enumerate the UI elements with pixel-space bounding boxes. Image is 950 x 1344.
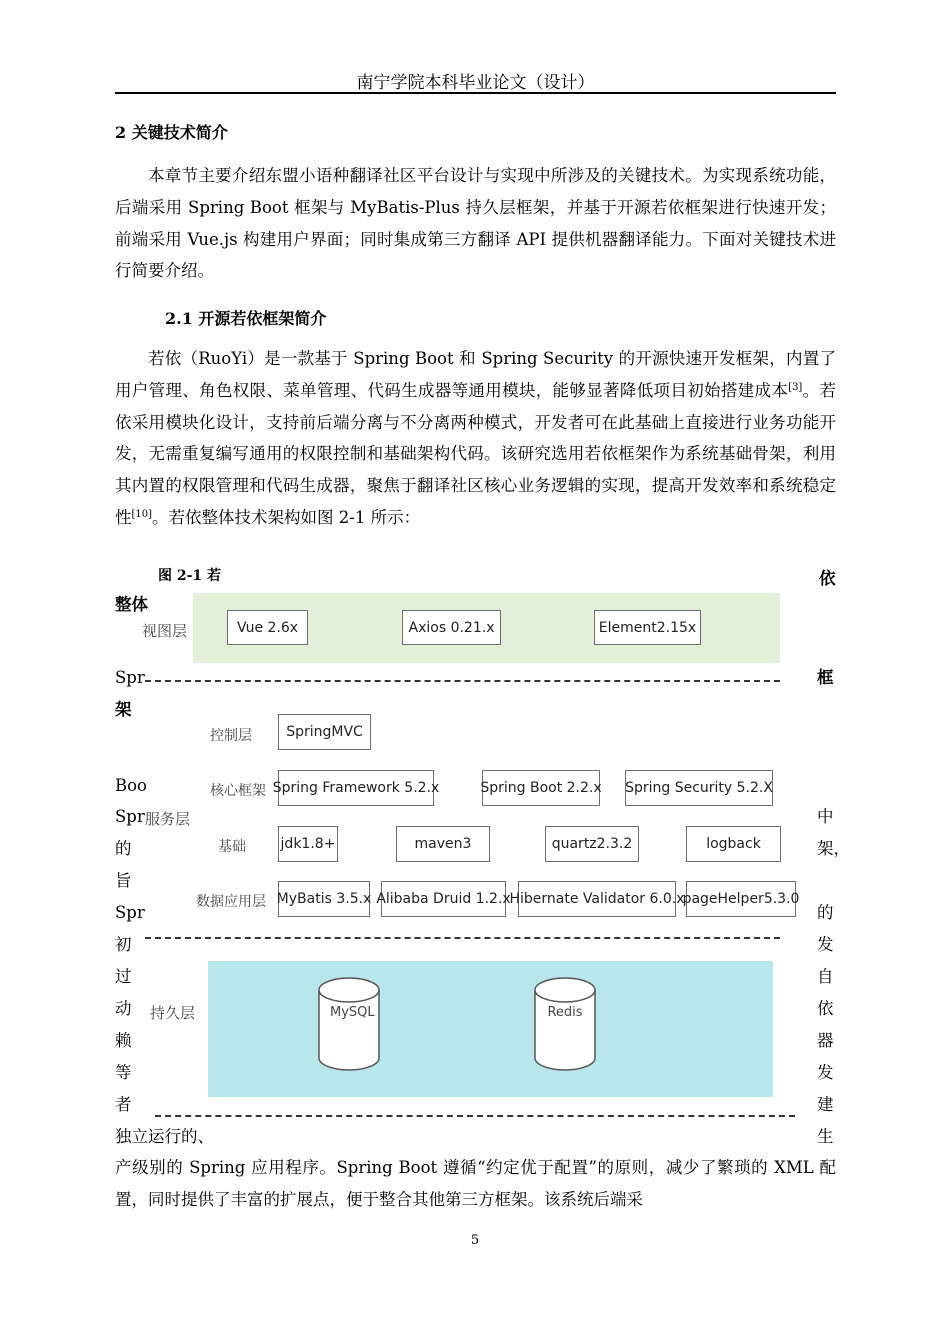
obscured-left-fragment: Spr xyxy=(115,668,145,687)
redis-label: Redis xyxy=(547,1005,583,1020)
mysql-label: MySQL xyxy=(330,1005,375,1020)
axios-box: Axios 0.21.x xyxy=(402,610,501,645)
obscured-right-fragment: 生 xyxy=(817,1127,834,1146)
header-rule xyxy=(115,92,836,94)
spring-security-box: Spring Security 5.2.X xyxy=(625,770,773,806)
obscured-right-fragment: 发 xyxy=(817,935,834,954)
citation-10: [10] xyxy=(131,508,153,520)
obscured-left-fragment: 旨 xyxy=(115,871,132,890)
obscured-right-fragment: 器 xyxy=(817,1031,834,1050)
spring-boot-box: Spring Boot 2.2.x xyxy=(482,770,600,806)
obscured-right-fragment: 依 xyxy=(819,569,836,588)
obscured-left-fragment: 的 xyxy=(115,839,132,858)
obscured-left-fragment: Spr xyxy=(115,903,145,922)
obscured-right-fragment: 依 xyxy=(817,999,834,1018)
obscured-right-fragment: 中 xyxy=(817,807,834,826)
vue-box: Vue 2.6x xyxy=(227,610,308,645)
layer-divider xyxy=(145,680,780,682)
base-label: 基础 xyxy=(218,839,246,855)
druid-box: Alibaba Druid 1.2.x xyxy=(381,881,506,917)
layer-divider xyxy=(155,1115,795,1117)
control-layer-label: 控制层 xyxy=(210,728,252,744)
obscured-left-fragment: 过 xyxy=(115,967,132,986)
architecture-diagram xyxy=(130,568,820,1133)
data-app-layer-label: 数据应用层 xyxy=(196,894,266,910)
obscured-right-fragment: 建 xyxy=(817,1095,834,1114)
mysql-database-icon xyxy=(317,976,381,1072)
obscured-left-fragment: Boo xyxy=(115,776,147,795)
hibernate-validator-box: Hibernate Validator 6.0.x xyxy=(518,881,676,917)
redis-database-icon xyxy=(533,976,597,1072)
obscured-left-fragment: 赖 xyxy=(115,1031,132,1050)
obscured-left-fragment: 等 xyxy=(115,1063,132,1082)
obscured-right-fragment: 自 xyxy=(817,967,834,986)
obscured-left-fragment: 整体 xyxy=(115,595,148,614)
spring-framework-box: Spring Framework 5.2.x xyxy=(278,770,434,806)
obscured-left-fragment: 者 xyxy=(115,1095,132,1114)
ruoyi-text-3: 。若依整体技术架构如图 2-1 所示： xyxy=(152,507,421,527)
obscured-left-fragment: 架 xyxy=(115,700,132,719)
element-box: Element2.15x xyxy=(594,610,701,645)
obscured-right-fragment: 框 xyxy=(817,668,834,687)
obscured-left-fragment: Spr xyxy=(115,807,145,826)
obscured-left-fragment: 独立运行的、 xyxy=(115,1127,214,1146)
citation-3: [3] xyxy=(788,381,803,393)
layer-divider xyxy=(145,937,780,939)
mybatis-box: MyBatis 3.5.x xyxy=(278,881,370,917)
ruoyi-text-1: 若依（RuoYi）是一款基于 Spring Boot 和 Spring Security 的开源快速开发框架，内置了用户管理、角色权限、菜单管理、代码生成器等通用模块，能够显著降低项目初始搭建成本 xyxy=(115,349,836,400)
obscured-right-fragment: 的 xyxy=(817,903,834,922)
persistence-layer-band xyxy=(208,961,773,1097)
quartz-box: quartz2.3.2 xyxy=(545,826,639,862)
obscured-left-fragment: 动 xyxy=(115,999,132,1018)
section-heading: 2 关键技术简介 xyxy=(115,123,228,142)
obscured-left-fragment: 初 xyxy=(115,935,132,954)
subsection-heading: 2.1 开源若依框架简介 xyxy=(165,309,327,328)
obscured-right-fragment: 发 xyxy=(817,1063,834,1082)
jdk-box: jdk1.8+ xyxy=(278,826,338,862)
obscured-right-fragment: 架， xyxy=(817,839,850,858)
springmvc-box: SpringMVC xyxy=(278,714,371,750)
ruoyi-paragraph xyxy=(115,343,836,534)
page-number: 5 xyxy=(470,1233,480,1248)
service-layer-label: 服务层 xyxy=(145,810,191,828)
intro-paragraph: 本章节主要介绍东盟小语种翻译社区平台设计与实现中所涉及的关键技术。为实现系统功能，后端采用 Spring Boot 框架与 MyBatis-Plus 持久层框架，并基于开源若依框架进行快速开发；前端采用 Vue.js 构建用户界面；同时集成第三方翻译 API 提供机器翻译能力。下面对关键技术进行简要介绍。 xyxy=(115,166,836,281)
logback-box: logback xyxy=(686,826,781,862)
continuation-paragraph: 产级别的 Spring 应用程序。Spring Boot 遵循“约定优于配置”的原则，减少了繁琐的 XML 配置，同时提供了丰富的扩展点，便于整合其他第三方框架。该系统后端采 xyxy=(115,1158,836,1209)
persistence-layer-label: 持久层 xyxy=(150,1004,196,1022)
obscured-caption-fragment: 图 2-1 若 xyxy=(158,568,222,584)
core-framework-label: 核心框架 xyxy=(210,783,266,799)
ruoyi-text-2: 。若依采用模块化设计，支持前后端分离与不分离两种模式，开发者可在此基础上直接进行业务功能开发，无需重复编写通用的权限控制和基础架构代码。该研究选用若依框架作为系统基础骨架，利用其内置的权限管理和代码生成器，聚焦于翻译社区核心业务逻辑的实现，提高开发效率和系统稳定性 xyxy=(115,380,837,527)
pagehelper-box: pageHelper5.3.0 xyxy=(686,881,796,917)
maven-box: maven3 xyxy=(396,826,490,862)
view-layer-label: 视图层 xyxy=(142,622,188,640)
page-header-title: 南宁学院本科毕业论文（设计） xyxy=(356,73,595,93)
